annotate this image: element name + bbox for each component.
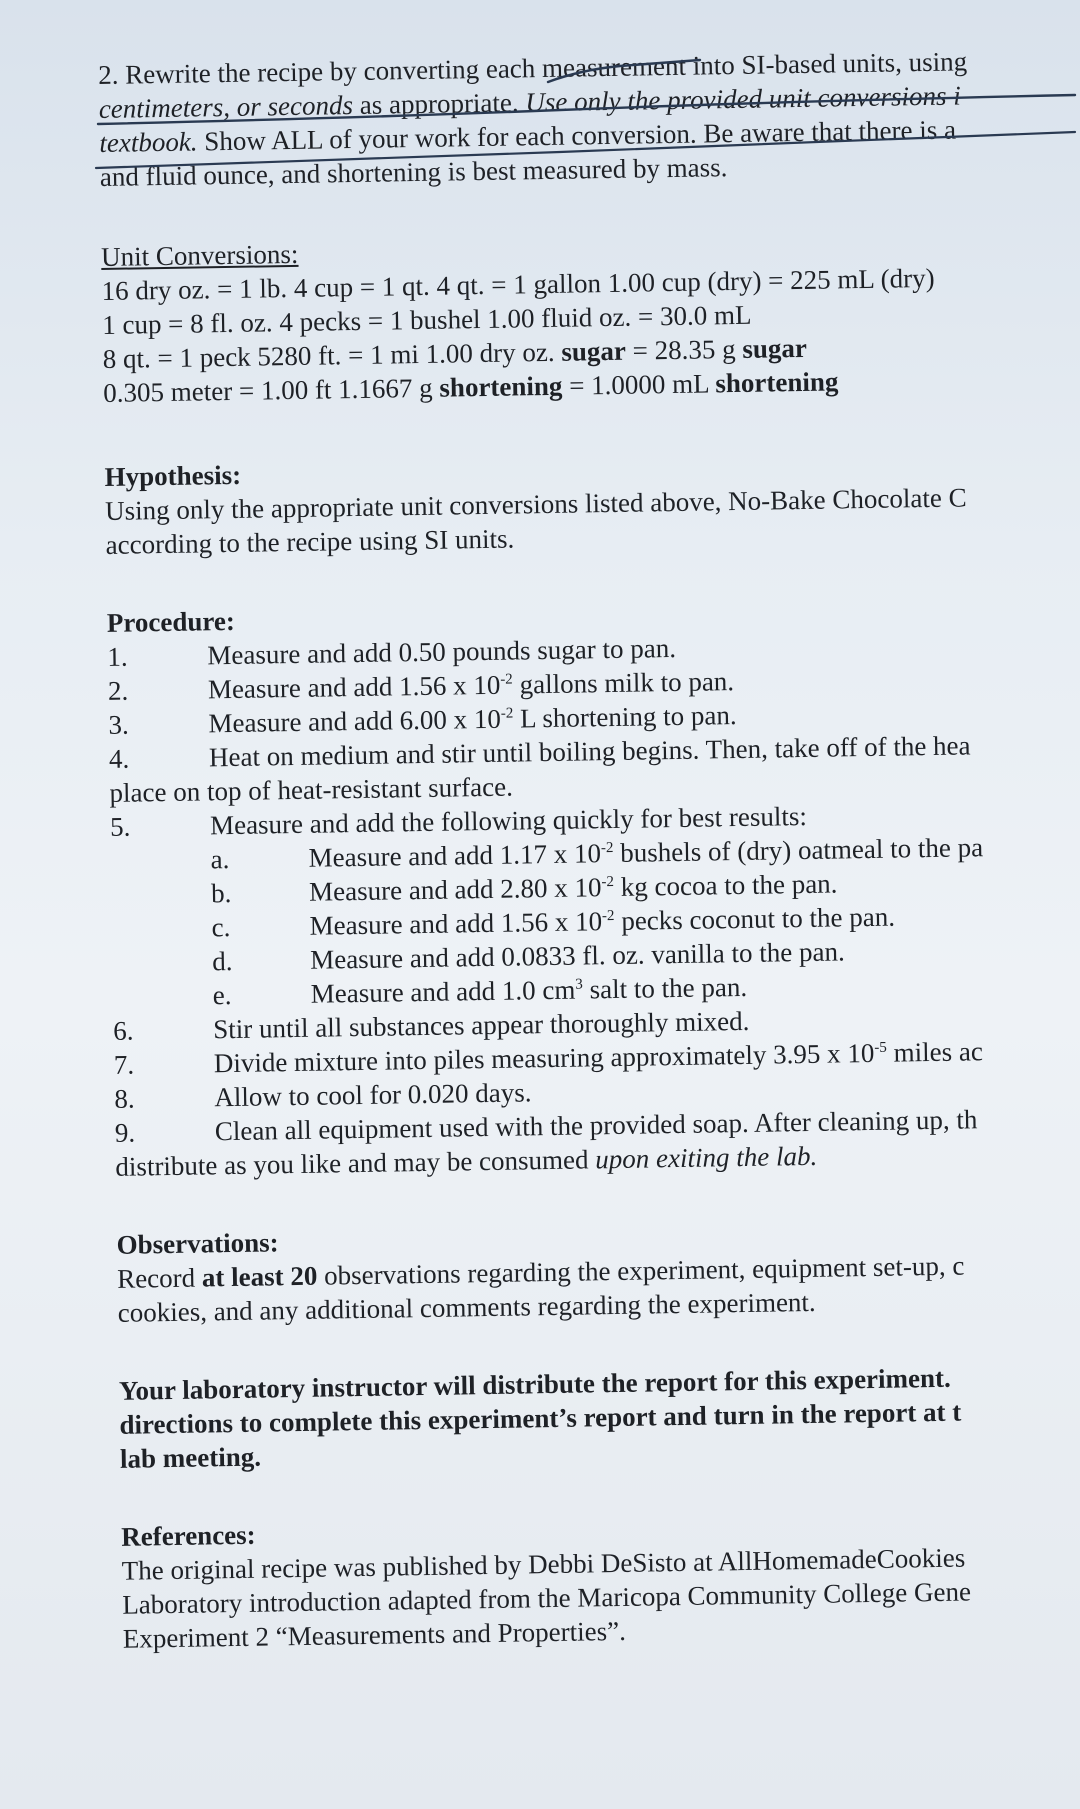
question-line-3-a: textbook.: [99, 126, 198, 158]
procedure-heading: Procedure:: [106, 605, 236, 638]
exponent: -2: [500, 705, 514, 722]
conversion-row-4-a: 0.305 meter = 1.00 ft 1.1667 g: [103, 372, 440, 408]
step-9-continued-a: distribute as you like and may be consumed: [115, 1144, 596, 1182]
observations-line-1-c: observations regarding the experiment, equipment set-up, c: [317, 1250, 965, 1291]
step-number: 7.: [113, 1049, 135, 1080]
question-line-2-a: centimeters, or seconds: [98, 90, 354, 124]
question-line-3-b: Show ALL of your work for each conversion. Be aware that there is a: [197, 114, 957, 157]
substep-text-b: salt to the pan.: [582, 971, 748, 1005]
unit-conversions-heading: Unit Conversions:: [100, 238, 299, 272]
substep-text-b: bushels of (dry) oatmeal to the pa: [613, 832, 984, 868]
question-line-4: and fluid ounce, and shortening is best measured by mass.: [99, 152, 728, 192]
exponent: -2: [600, 840, 614, 857]
step-number: 1.: [107, 641, 128, 672]
instructor-line-3: lab meeting.: [119, 1441, 262, 1474]
step-number: 8.: [114, 1083, 135, 1114]
exponent: -2: [601, 873, 615, 891]
substep-text-a: Measure and add 1.56 x 10: [309, 906, 603, 941]
conversion-row-3-b: sugar: [561, 335, 627, 367]
exponent: -2: [500, 671, 513, 688]
substep-text-b: kg cocoa to the pan.: [613, 868, 838, 902]
step-text-a: Divide mixture into piles measuring approximately 3.95 x 10: [213, 1037, 875, 1079]
question-line-2-b: as appropriate.: [352, 87, 526, 120]
step-text-b: gallons milk to pan.: [512, 666, 735, 700]
substep-letter: e.: [212, 980, 232, 1011]
references-heading: References:: [120, 1519, 256, 1552]
procedure-step-4-continued: place on top of heat-resistant surface.: [109, 771, 514, 808]
step-number: 2.: [107, 675, 129, 706]
observations-heading: Observations:: [116, 1227, 279, 1260]
step-text-b: L shortening to pan.: [513, 700, 737, 734]
conversion-row-3-c: = 28.35 g: [625, 333, 743, 366]
exponent: 3: [575, 976, 583, 993]
substep-text: Measure and add 0.0833 fl. oz. vanilla to the pan.: [309, 936, 845, 975]
step-text: Heat on medium and stir until boiling begins. Then, take off of the hea: [208, 730, 971, 773]
observations-line-1-b: at least 20: [201, 1260, 318, 1293]
substep-letter: d.: [211, 946, 233, 977]
hypothesis-heading: Hypothesis:: [104, 459, 242, 492]
step-number: 3.: [108, 709, 129, 740]
document-body: [98, 42, 1080, 1656]
instructor-line-1: Your laboratory instructor will distribute the report for this experiment.: [118, 1362, 951, 1406]
substep-text-a: Measure and add 1.0 cm: [310, 974, 576, 1009]
substep-text-b: pecks coconut to the pan.: [614, 901, 896, 936]
exponent: -5: [874, 1039, 887, 1056]
step-text: Measure and add 0.50 pounds sugar to pan.: [207, 632, 677, 671]
substep-letter: c.: [211, 912, 231, 943]
conversion-row-4-c: = 1.0000 mL: [562, 368, 716, 401]
step-number: 4.: [108, 743, 130, 774]
step-text: Measure and add the following quickly for best results:: [209, 800, 808, 841]
step-number: 9.: [114, 1117, 136, 1148]
step-text-b: miles ac: [886, 1036, 984, 1068]
references-line-3: Experiment 2 “Measurements and Properties”.: [122, 1615, 627, 1654]
observations-line-1-a: Record: [116, 1262, 203, 1294]
question-block: [98, 42, 1080, 194]
step-text: Allow to cool for 0.020 days.: [214, 1077, 532, 1113]
step-text: Clean all equipment used with the provided soap. After cleaning up, th: [214, 1104, 978, 1147]
step-text-a: Measure and add 1.56 x 10: [207, 669, 501, 705]
substep-text-a: Measure and add 1.17 x 10: [308, 838, 602, 873]
instructor-line-2: directions to complete this experiment’s report and turn in the report at t: [119, 1396, 962, 1440]
hypothesis-line-2: according to the recipe using SI units.: [105, 523, 515, 560]
substep-text-a: Measure and add 2.80 x 10: [308, 872, 602, 907]
question-line-2-c: Use only the provided unit conversions i: [525, 80, 961, 118]
hypothesis-line-1: Using only the appropriate unit conversions listed above, No-Bake Chocolate C: [104, 482, 967, 526]
step-number: 6.: [113, 1015, 134, 1046]
question-line-1: 2. Rewrite the recipe by converting each measurement into SI-based units, using: [98, 46, 968, 90]
step-text-a: Measure and add 6.00 x 10: [208, 703, 502, 739]
conversion-row-4-d: shortening: [715, 366, 839, 399]
conversion-row-4-b: shortening: [439, 370, 563, 403]
observations-line-2: cookies, and any additional comments regarding the experiment.: [117, 1286, 816, 1328]
exponent: -2: [601, 907, 615, 925]
substep-letter: a.: [210, 844, 230, 875]
substep-letter: b.: [210, 878, 232, 909]
conversion-row-3-d: sugar: [742, 332, 808, 364]
conversion-row-1: 16 dry oz. = 1 lb. 4 cup = 1 qt. 4 qt. = 1 gallon 1.00 cup (dry) = 225 mL (dry): [101, 262, 935, 306]
instructor-note: [119, 1358, 1080, 1476]
conversion-row-3-a: 8 qt. = 1 peck 5280 ft. = 1 mi 1.00 dry oz.: [102, 336, 562, 374]
step-number: 5.: [109, 811, 131, 842]
step-9-continued-b: upon exiting the lab.: [595, 1140, 818, 1175]
references-line-1: The original recipe was published by Debbi DeSisto at AllHomemadeCookies: [121, 1542, 966, 1586]
step-text: Stir until all substances appear thoroughly mixed.: [213, 1005, 750, 1045]
conversion-row-2: 1 cup = 8 fl. oz. 4 pecks = 1 bushel 1.00 fluid oz. = 30.0 mL: [101, 299, 752, 340]
references-line-2: Laboratory introduction adapted from the Maricopa Community College Gene: [122, 1576, 972, 1620]
